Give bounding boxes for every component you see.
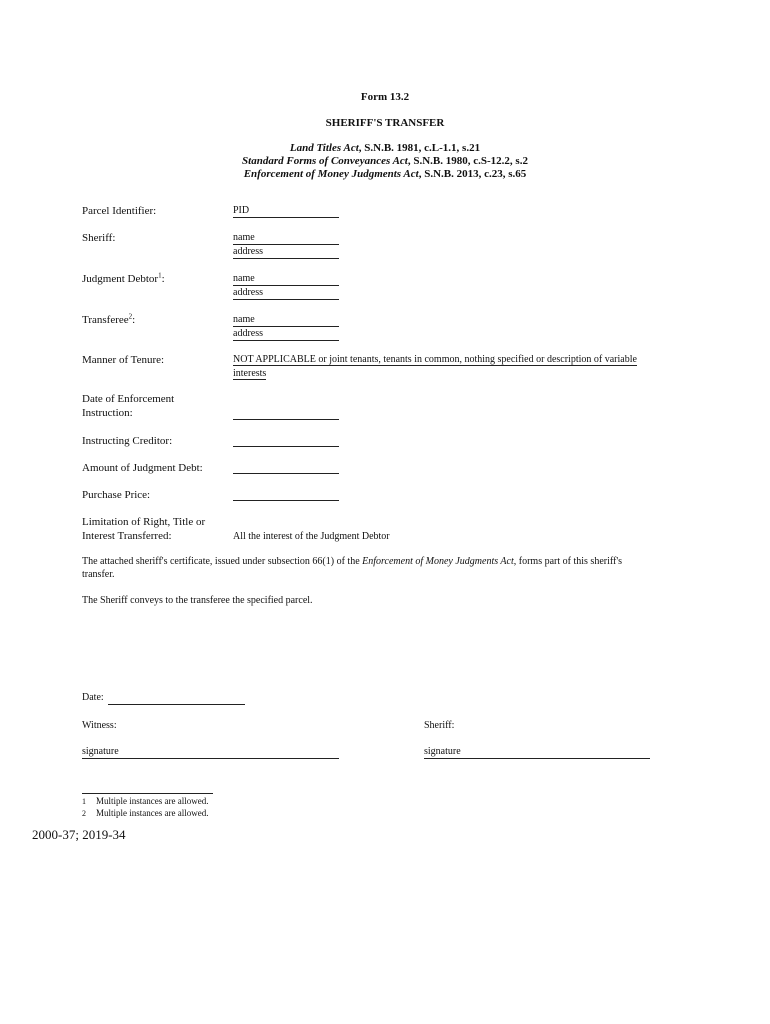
judgment-debtor-label (82, 272, 165, 286)
transferee-address-field[interactable]: address (233, 327, 339, 341)
limitation-value: All the interest of the Judgment Debtor (233, 531, 390, 542)
witness-label: Witness: (82, 720, 117, 731)
form-title: SHERIFF'S TRANSFER (325, 117, 445, 129)
purchase-price-field[interactable] (233, 500, 339, 501)
footnote-number: 2 (82, 809, 86, 818)
act-name: Enforcement of Money Judgments Act (243, 168, 419, 180)
act-name: Land Titles Act (289, 142, 359, 154)
date-of-enforcement-field[interactable] (233, 419, 339, 420)
footnote-text: Multiple instances are allowed. (96, 808, 209, 818)
paragraph-text: The attached sheriff's certificate, issued under subsection 66(1) of the (82, 556, 363, 567)
judgment-debtor-address-field[interactable]: address (233, 286, 339, 300)
date-field[interactable] (108, 704, 245, 705)
parcel-identifier-field[interactable]: PID (233, 204, 339, 218)
footnote-text: Multiple instances are allowed. (96, 796, 209, 806)
act-citation: , S.N.B. 1980, c.S-12.2, s.2 (407, 155, 528, 167)
sheriff-name-field[interactable]: name (233, 231, 339, 245)
transferee-label (82, 313, 135, 327)
label-line: Instruction: (82, 407, 133, 419)
label-line: Interest Transferred: (82, 530, 172, 542)
footnote-separator (82, 793, 213, 794)
paragraph-text: , forms part of this sheriff's transfer. (82, 556, 623, 580)
limitation-label (82, 515, 205, 543)
instructing-creditor-label: Instructing Creditor: (82, 435, 173, 447)
act-citation: , S.N.B. 2013, c.23, s.65 (418, 168, 527, 180)
act-citation-3 (0, 168, 770, 181)
judgment-debtor-label-text: Judgment Debtor (82, 273, 159, 285)
footnote-ref-1: 1 (158, 271, 162, 280)
sheriff-label: Sheriff: (82, 232, 116, 244)
act-citation-1 (0, 142, 770, 155)
label-line: Date of Enforcement (82, 393, 175, 405)
form-number: Form 13.2 (360, 91, 410, 103)
witness-signature-field[interactable]: signature (82, 746, 339, 759)
conveys-paragraph: The Sheriff conveys to the transferee the specified parcel. (82, 595, 313, 606)
date-label: Date: (82, 692, 104, 703)
footnote-2 (82, 808, 208, 819)
manner-of-tenure-field[interactable] (233, 353, 653, 381)
sheriff-address-field[interactable]: address (233, 245, 339, 259)
transferee-label-text: Transferee (82, 314, 129, 326)
manner-of-tenure-value: NOT APPLICABLE or joint tenants, tenants in common, nothing specified or description of variable interests (233, 354, 637, 379)
footnote-ref-2: 2 (128, 312, 133, 321)
footnote-number: 1 (82, 797, 86, 806)
act-citation: , S.N.B. 1981, c.L-1.1, s.21 (358, 142, 481, 154)
amount-of-judgment-debt-field[interactable] (233, 473, 339, 474)
history-note: 2000-37; 2019-34 (32, 827, 126, 842)
manner-of-tenure-label: Manner of Tenure: (82, 354, 165, 366)
footnote-1 (82, 796, 208, 807)
label-colon: : (161, 273, 165, 285)
act-name: Standard Forms of Conveyances Act (242, 155, 408, 167)
sheriff-signature-label: Sheriff: (424, 720, 455, 731)
amount-of-judgment-debt-label: Amount of Judgment Debt: (82, 462, 203, 474)
instructing-creditor-field[interactable] (233, 446, 339, 447)
parcel-identifier-label: Parcel Identifier: (82, 205, 157, 217)
act-citation-2 (0, 155, 770, 168)
date-of-enforcement-label (82, 392, 174, 420)
sheriff-signature-field[interactable]: signature (424, 746, 650, 759)
act-reference: Enforcement of Money Judgments Act (362, 556, 514, 567)
label-colon: : (132, 314, 136, 326)
purchase-price-label: Purchase Price: (82, 489, 151, 501)
judgment-debtor-name-field[interactable]: name (233, 272, 339, 286)
transferee-name-field[interactable]: name (233, 313, 339, 327)
certificate-paragraph (82, 555, 654, 581)
label-line: Limitation of Right, Title or (82, 516, 206, 528)
